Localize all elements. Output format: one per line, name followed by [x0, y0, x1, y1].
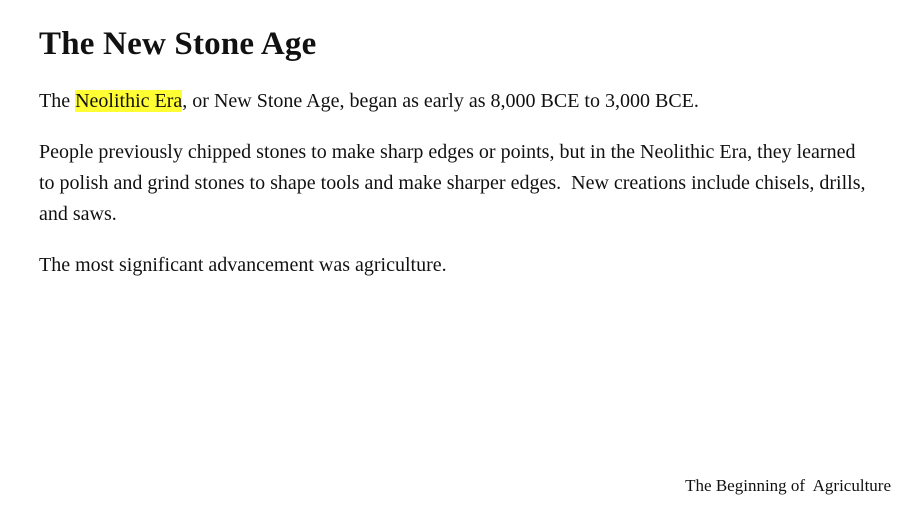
- paragraph-intro-prefix: The: [39, 90, 76, 112]
- paragraph-intro-rest: , or New Stone Age, began as early as 8,000 BCE to 3,000 BCE.: [182, 90, 699, 112]
- highlighted-term: Neolithic Era: [75, 90, 183, 112]
- slide-footer: The Beginning of Agriculture: [685, 476, 891, 495]
- paragraph-agriculture: The most significant advancement was agriculture.: [39, 254, 447, 276]
- slide-body: [39, 86, 869, 301]
- paragraph-neolithic-intro: [39, 86, 869, 117]
- paragraph-tools: People previously chipped stones to make sharp edges or points, but in the Neolithic Era, they learned to polish and grind stones to shape tools and make sharper edges. New creations include chisels, drills, and saws.: [39, 141, 871, 225]
- slide-title: The New Stone Age: [39, 26, 317, 62]
